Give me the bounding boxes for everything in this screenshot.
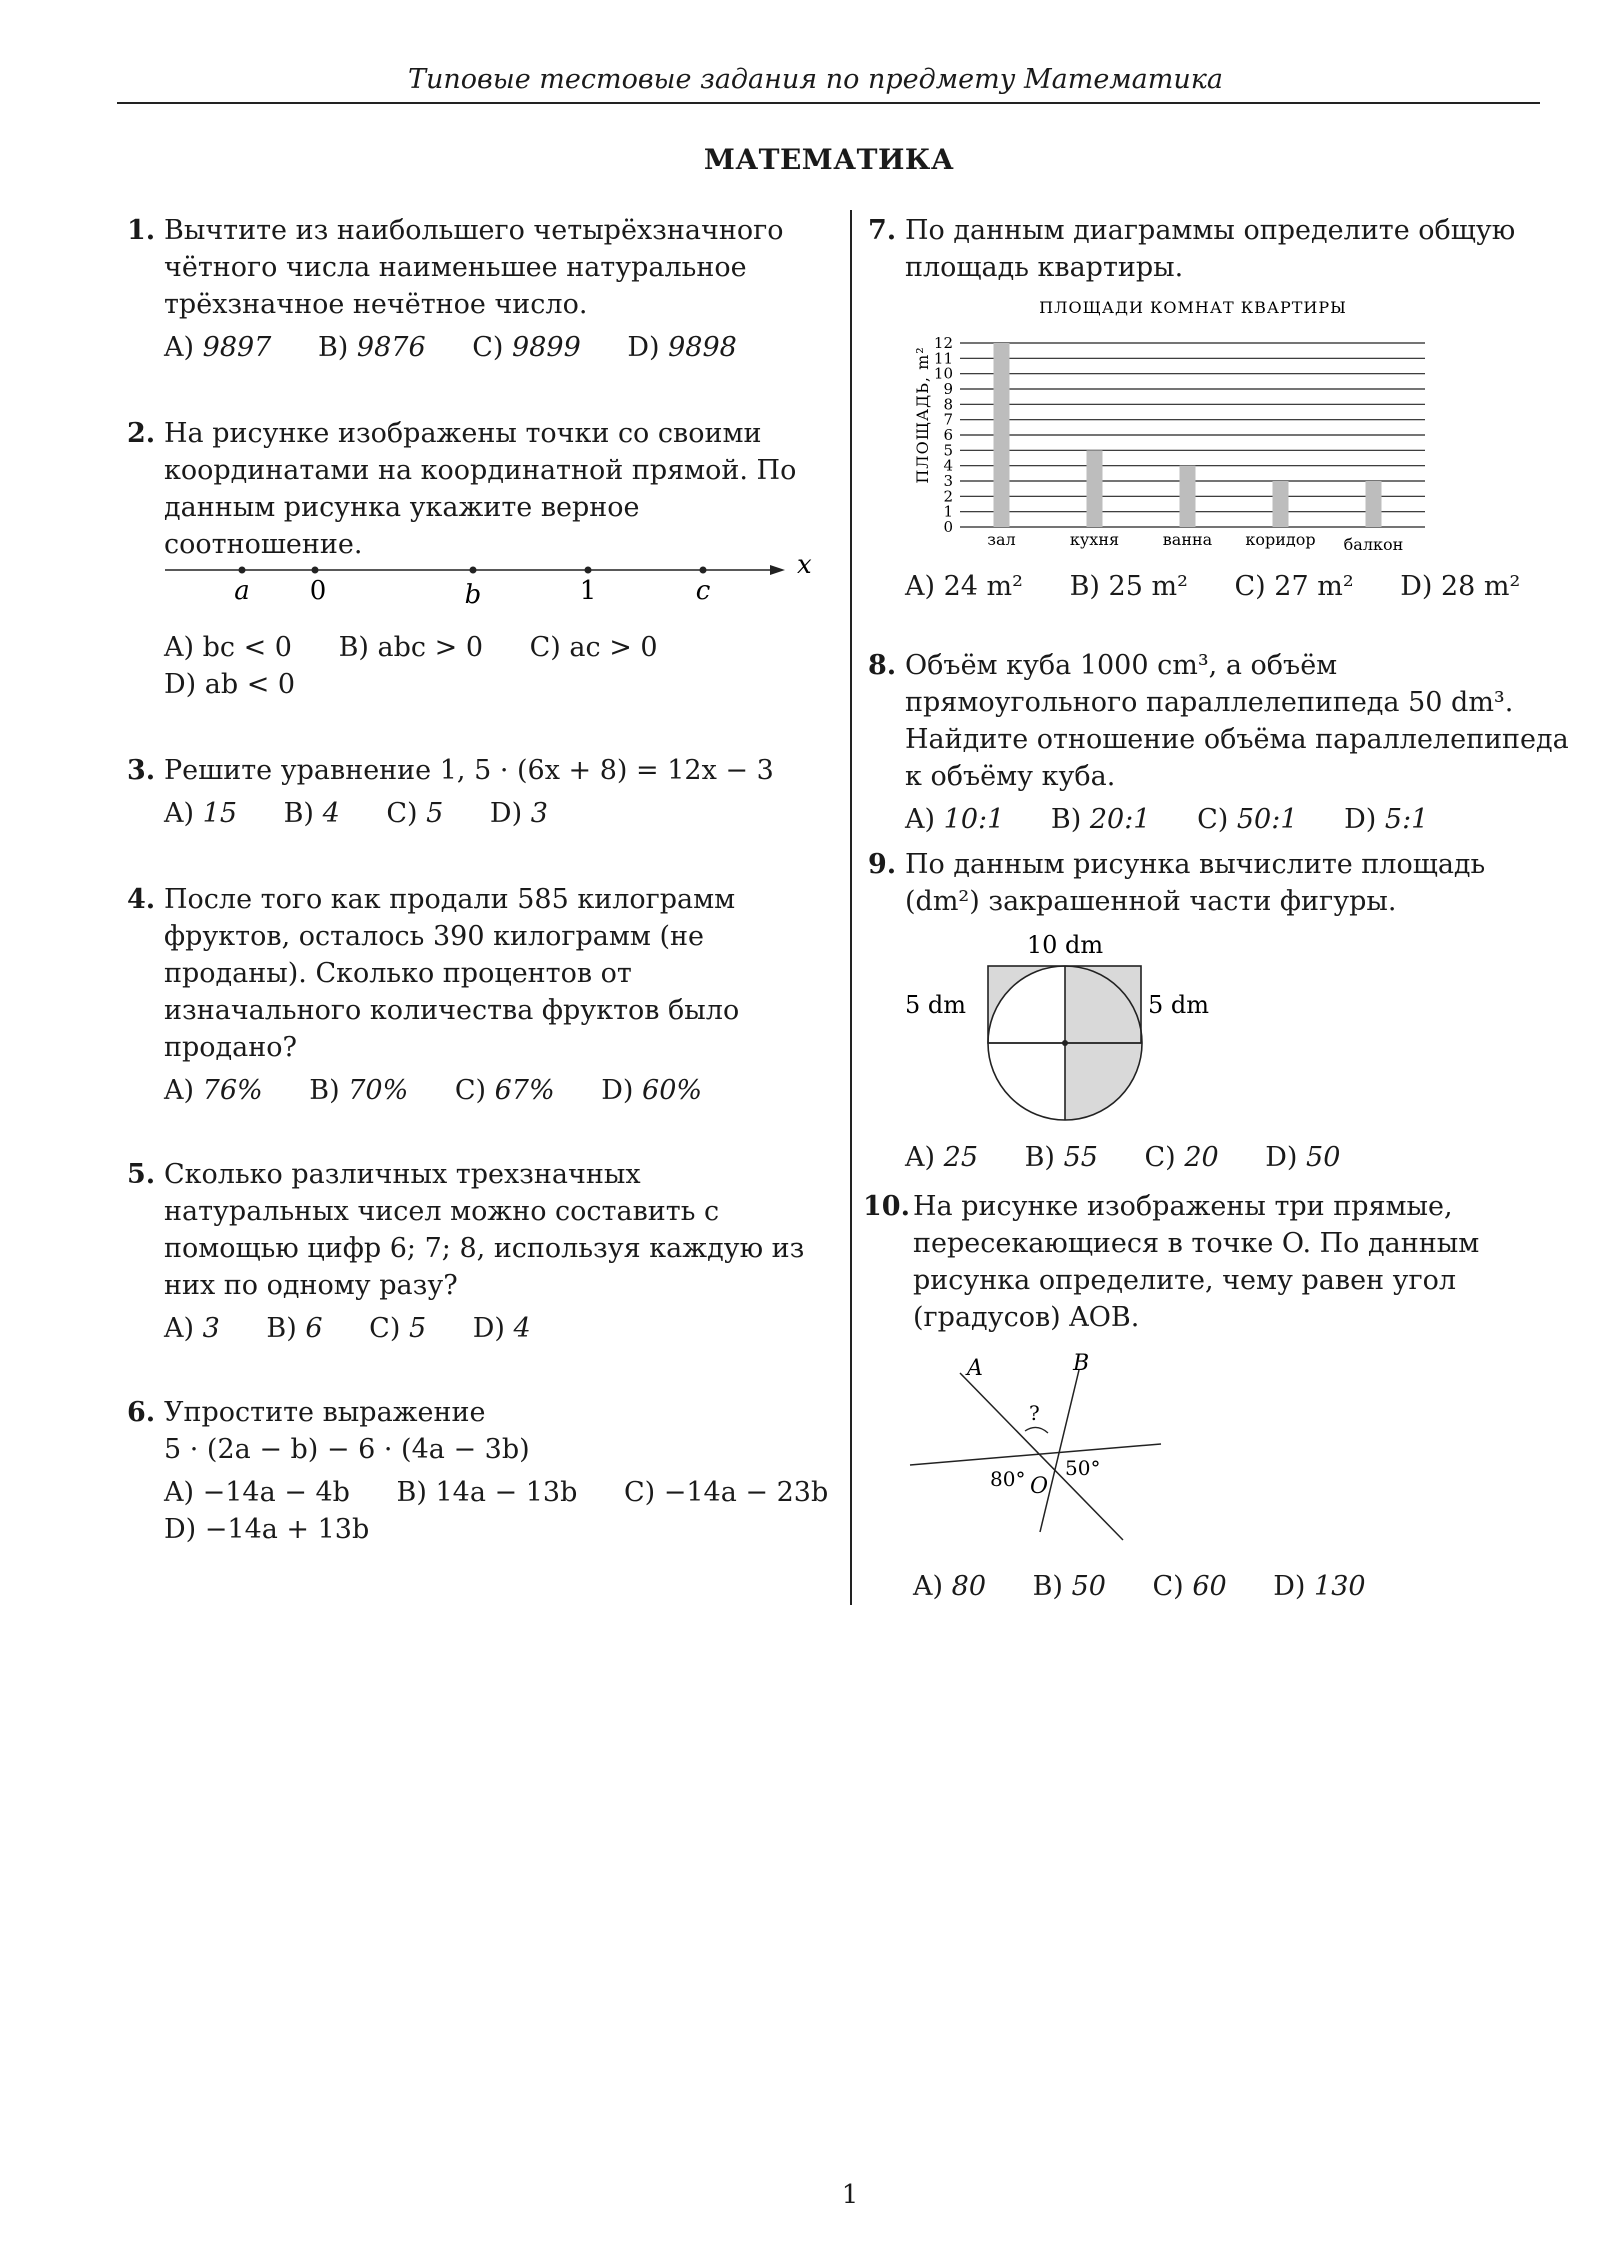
answer-option-d: D) 50 bbox=[1265, 1142, 1341, 1173]
question-text: проданы). Сколько процентов от bbox=[164, 958, 632, 989]
answer-option-d: D) −14a + 13b bbox=[164, 1514, 370, 1545]
answer-option-a: A) 24 m² bbox=[905, 571, 1023, 602]
x-tick-label: ванна bbox=[1162, 530, 1213, 549]
page-number: 1 bbox=[841, 2180, 859, 2210]
answer-options bbox=[905, 568, 1558, 605]
question-text: рисунка определите, чему равен угол bbox=[913, 1265, 1457, 1296]
answer-option-c: C) 9899 bbox=[472, 332, 581, 363]
answer-option-a: A) 80 bbox=[913, 1571, 986, 1602]
question-text: (dm²) закрашенной части фигуры. bbox=[905, 886, 1397, 917]
y-tick-label: 0 bbox=[943, 518, 953, 536]
question-number: 4. bbox=[127, 884, 156, 915]
answer-option-a: A) 3 bbox=[164, 1313, 220, 1344]
answer-option-a: A) 25 bbox=[905, 1142, 978, 1173]
question-text: На рисунке изображены точки со своими bbox=[164, 418, 762, 449]
question-text: площадь квартиры. bbox=[905, 252, 1184, 283]
label-top: 10 dm bbox=[1026, 931, 1104, 959]
answer-option-a: A) 15 bbox=[164, 798, 237, 829]
lines-figure bbox=[905, 1345, 1180, 1550]
answer-options bbox=[164, 1310, 804, 1347]
answer-option-b: B) 4 bbox=[283, 798, 340, 829]
label-zero: 0 bbox=[309, 576, 327, 606]
answer-option-a: A) 10:1 bbox=[905, 804, 1005, 835]
y-tick-label: 2 bbox=[943, 487, 953, 506]
answer-option-d: D) 130 bbox=[1273, 1571, 1366, 1602]
label-c: c bbox=[695, 576, 711, 606]
question-number: 6. bbox=[127, 1397, 156, 1428]
point-c bbox=[700, 567, 707, 574]
y-tick-label: 6 bbox=[943, 426, 953, 444]
question-text: соотношение. bbox=[164, 529, 363, 560]
answer-option-a: A) 9897 bbox=[164, 332, 272, 363]
answer-option-c: C) −14a − 23b bbox=[623, 1477, 829, 1508]
bar-2 bbox=[1087, 450, 1103, 527]
question-number: 2. bbox=[127, 418, 156, 449]
question-2-options bbox=[164, 629, 696, 703]
label-o: O bbox=[1030, 1474, 1049, 1499]
answer-option-a: A) bc < 0 bbox=[164, 632, 292, 663]
answer-option-b: B) 9876 bbox=[317, 332, 426, 363]
answer-option-d: D) 9898 bbox=[627, 332, 737, 363]
shaded-bottom-right bbox=[1065, 1043, 1141, 1120]
question-text: Найдите отношение объёма параллелепипеда bbox=[905, 724, 1569, 755]
question-7-options bbox=[905, 568, 1558, 605]
question-text: прямоугольного параллелепипеда 50 dm³. bbox=[905, 687, 1514, 718]
answer-options bbox=[913, 1568, 1404, 1605]
question-number: 9. bbox=[868, 849, 897, 880]
label-left: 5 dm bbox=[905, 991, 967, 1019]
label-b: b bbox=[464, 580, 482, 610]
page-header bbox=[117, 62, 1540, 104]
question-number: 1. bbox=[127, 215, 156, 246]
answer-option-c: C) 5 bbox=[369, 1313, 427, 1344]
answer-option-c: C) 67% bbox=[454, 1075, 555, 1106]
answer-option-b: B) 14a − 13b bbox=[396, 1477, 578, 1508]
y-tick-label: 1 bbox=[943, 502, 953, 521]
y-tick-label: 7 bbox=[943, 410, 953, 429]
bar-3 bbox=[1180, 466, 1196, 527]
answer-option-c: C) 60 bbox=[1152, 1571, 1227, 1602]
label-unknown-angle: ? bbox=[1029, 1401, 1040, 1425]
question-text: натуральных чисел можно составить с bbox=[164, 1196, 720, 1227]
question-text: фруктов, осталось 390 килограмм (не bbox=[164, 921, 704, 952]
label-angle-50: 50° bbox=[1065, 1456, 1101, 1480]
question-number: 7. bbox=[868, 215, 897, 246]
question-text: Сколько различных трехзначных bbox=[164, 1159, 641, 1190]
y-tick-label: 4 bbox=[943, 456, 953, 475]
expression: 5 · (2a − b) − 6 · (4a − 3b) bbox=[164, 1434, 530, 1465]
answer-option-d: D) 4 bbox=[472, 1313, 531, 1344]
answer-option-b: B) 25 m² bbox=[1069, 571, 1188, 602]
answer-option-b: B) 6 bbox=[266, 1313, 323, 1344]
question-text: По данным диаграммы определите общую bbox=[905, 215, 1516, 246]
bar-4 bbox=[1273, 481, 1289, 527]
header-text: Типовые тестовые задания по предмету Математика bbox=[407, 64, 1223, 95]
question-text: Вычтите из наибольшего четырёхзначного bbox=[164, 215, 784, 246]
answer-option-c: C) 50:1 bbox=[1197, 804, 1298, 835]
y-tick-label: 12 bbox=[933, 334, 953, 352]
y-axis-label: ПЛОЩАДЬ, m² bbox=[913, 346, 932, 484]
label-angle-80: 80° bbox=[990, 1467, 1026, 1491]
question-text: После того как продали 585 килограмм bbox=[164, 884, 736, 915]
chart-title: ПЛОЩАДИ КОМНАТ КВАРТИРЫ bbox=[1039, 298, 1347, 317]
answer-option-c: C) 5 bbox=[386, 798, 444, 829]
answer-option-b: B) abc > 0 bbox=[338, 632, 484, 663]
answer-options bbox=[905, 801, 1569, 838]
question-text: трёхзначное нечётное число. bbox=[164, 289, 588, 320]
y-tick-label: 9 bbox=[943, 380, 953, 398]
question-text: Решите уравнение 1, 5 · (6x + 8) = 12x − 3 bbox=[164, 755, 774, 786]
answer-option-d: D) ab < 0 bbox=[164, 669, 296, 700]
bar-5 bbox=[1366, 481, 1382, 527]
point-one bbox=[585, 567, 592, 574]
x-tick-label: балкон bbox=[1343, 535, 1404, 554]
question-number: 3. bbox=[127, 755, 156, 786]
answer-options bbox=[164, 1474, 866, 1511]
question-text: Упростите выражение bbox=[164, 1397, 486, 1428]
circle-figure bbox=[905, 930, 1235, 1135]
answer-options bbox=[905, 1139, 1378, 1176]
bar-chart bbox=[900, 290, 1460, 555]
answer-option-a: A) −14a − 4b bbox=[164, 1477, 350, 1508]
question-text: чётного числа наименьшее натуральное bbox=[164, 252, 747, 283]
question-text: координатами на координатной прямой. По bbox=[164, 455, 797, 486]
label-a: A bbox=[967, 1356, 983, 1381]
question-text: (градусов) AOB. bbox=[913, 1302, 1140, 1333]
number-line-figure bbox=[160, 555, 820, 610]
line-horizontal bbox=[910, 1444, 1161, 1465]
question-text: изначального количества фруктов было bbox=[164, 995, 740, 1026]
question-number: 8. bbox=[868, 650, 897, 681]
y-tick-label: 11 bbox=[933, 349, 953, 368]
question-text: По данным рисунка вычислите площадь bbox=[905, 849, 1486, 880]
x-tick-label: коридор bbox=[1245, 530, 1316, 549]
answer-option-d: D) 5:1 bbox=[1344, 804, 1429, 835]
x-tick-label: зал bbox=[987, 530, 1016, 549]
center-point bbox=[1062, 1040, 1068, 1046]
answer-option-c: C) 27 m² bbox=[1234, 571, 1354, 602]
y-tick-label: 10 bbox=[933, 364, 953, 383]
question-text: продано? bbox=[164, 1032, 297, 1063]
label-one: 1 bbox=[579, 576, 597, 606]
question-number: 10. bbox=[863, 1191, 910, 1222]
question-text: них по одному разу? bbox=[164, 1270, 458, 1301]
label-a: a bbox=[234, 576, 250, 606]
answer-options bbox=[164, 1072, 740, 1109]
y-tick-label: 3 bbox=[943, 472, 953, 490]
question-number: 5. bbox=[127, 1159, 156, 1190]
question-text: данным рисунка укажите верное bbox=[164, 492, 640, 523]
page-title: МАТЕМАТИКА bbox=[703, 143, 955, 176]
point-zero bbox=[312, 567, 319, 574]
answer-option-b: B) 20:1 bbox=[1050, 804, 1151, 835]
question-text: Объём куба 1000 cm³, а объём bbox=[905, 650, 1338, 681]
answer-options bbox=[164, 795, 774, 832]
label-right: 5 dm bbox=[1148, 991, 1210, 1019]
angle-arc bbox=[1025, 1427, 1048, 1433]
answer-option-d: D) 28 m² bbox=[1400, 571, 1521, 602]
question-text: На рисунке изображены три прямые, bbox=[913, 1191, 1453, 1222]
bar-1 bbox=[994, 343, 1010, 527]
question-10-options bbox=[913, 1568, 1404, 1605]
label-b: B bbox=[1073, 1351, 1090, 1376]
y-tick-label: 8 bbox=[943, 395, 953, 414]
answer-option-a: A) 76% bbox=[164, 1075, 263, 1106]
question-text: пересекающиеся в точке O. По данным bbox=[913, 1228, 1480, 1259]
axis-label-x: x bbox=[797, 555, 812, 580]
question-9-options bbox=[905, 1139, 1378, 1176]
answer-option-b: B) 50 bbox=[1032, 1571, 1106, 1602]
answer-option-d: D) 60% bbox=[601, 1075, 703, 1106]
answer-option-b: B) 70% bbox=[309, 1075, 409, 1106]
question-text: к объёму куба. bbox=[905, 761, 1116, 792]
question-text: помощью цифр 6; 7; 8, используя каждую из bbox=[164, 1233, 805, 1264]
point-a bbox=[239, 567, 246, 574]
y-tick-label: 5 bbox=[943, 441, 953, 460]
answer-options bbox=[164, 329, 784, 366]
x-tick-label: кухня bbox=[1069, 530, 1120, 549]
answer-option-c: C) 20 bbox=[1144, 1142, 1219, 1173]
point-b bbox=[470, 567, 477, 574]
answer-options bbox=[164, 629, 696, 666]
answer-option-d: D) 3 bbox=[489, 798, 548, 829]
answer-option-b: B) 55 bbox=[1024, 1142, 1098, 1173]
answer-option-c: C) ac > 0 bbox=[529, 632, 658, 663]
